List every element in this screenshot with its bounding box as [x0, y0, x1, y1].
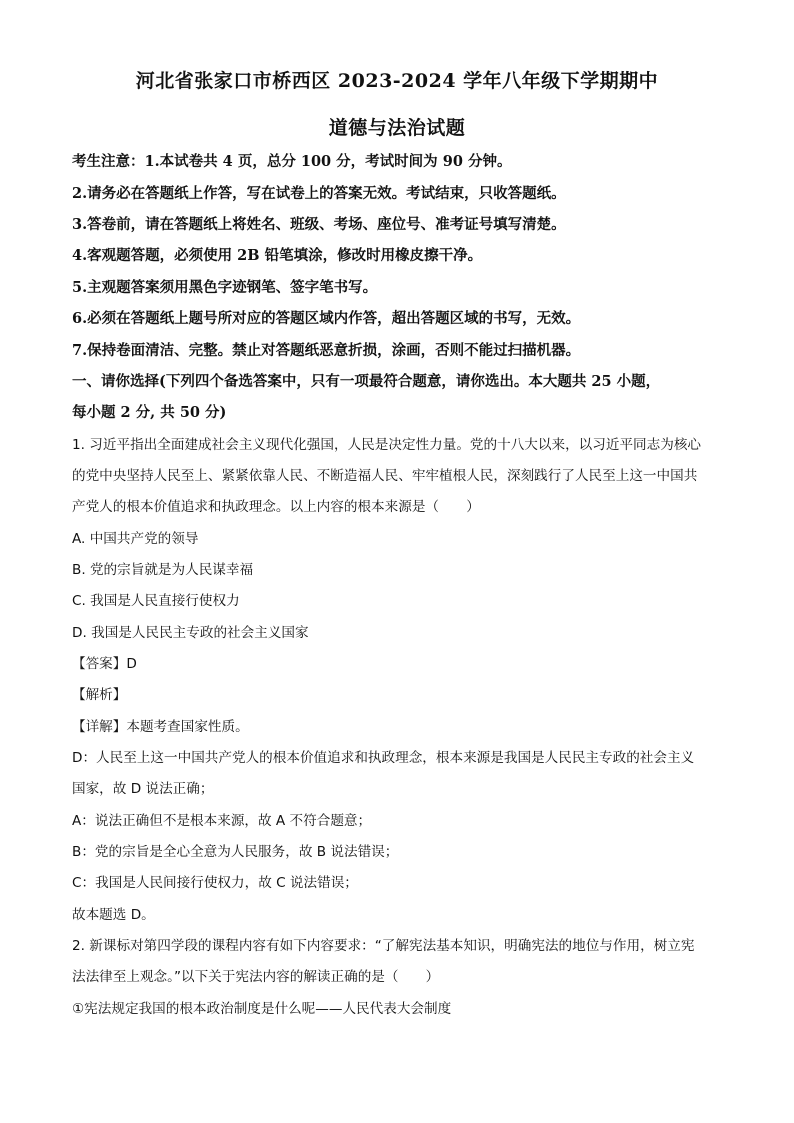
question-1-option-c: C. 我国是人民直接行使权力 [72, 593, 240, 609]
question-1-option-b: B. 党的宗旨就是为人民谋幸福 [72, 562, 254, 578]
question-1-stem-line-2: 的党中央坚持人民至上、紧紧依靠人民、不断造福人民、牢牢植根人民，深刻践行了人民至上这一中国共 [72, 468, 698, 484]
question-1-stem-line-3: 产党人的根本价值追求和执政理念。以上内容的根本来源是（ ） [72, 499, 480, 515]
answer-value: D [126, 656, 137, 672]
question-2-item-1: ①宪法规定我国的根本政治制度是什么呢——人民代表大会制度 [72, 1001, 452, 1017]
question-1-option-a: A. 中国共产党的领导 [72, 531, 199, 547]
exam-note-1: 考生注意：1.本试卷共 4 页，总分 100 分，考试时间为 90 分钟。 [72, 153, 512, 170]
exam-note-2: 2.请务必在答题纸上作答，写在试卷上的答案无效。考试结束，只收答题纸。 [72, 185, 566, 202]
question-1-option-d: D. 我国是人民民主专政的社会主义国家 [72, 625, 309, 641]
exam-note-5: 5.主观题答案须用黑色字迹钢笔、签字笔书写。 [72, 279, 378, 296]
question-2-stem-line-1: 2. 新课标对第四学段的课程内容有如下内容要求：“了解宪法基本知识，明确宪法的地位与作用，树立宪 [72, 938, 695, 954]
question-1-stem-line-1: 1. 习近平指出全面建成社会主义现代化强国，人民是决定性力量。党的十八大以来，以习近平同志为核心 [72, 437, 702, 453]
question-2-stem-line-2: 法法律至上观念。”以下关于宪法内容的解读正确的是（ ） [72, 969, 440, 985]
section-heading-line-1: 一、请你选择(下列四个备选答案中，只有一项最符合题意，请你选出。本大题共 25 小题， [72, 373, 661, 390]
explanation-d-line-2: 国家，故 D 说法正确； [72, 781, 214, 797]
explanation-c: C：我国是人民间接行使权力，故 C 说法错误； [72, 875, 358, 891]
exam-note-7: 7.保持卷面清洁、完整。禁止对答题纸恶意折损，涂画，否则不能过扫描机器。 [72, 342, 581, 359]
analysis-label: 【解析】 [72, 687, 127, 703]
exam-note-4: 4.客观题答题，必须使用 2B 铅笔填涂，修改时用橡皮擦干净。 [72, 247, 483, 264]
exam-note-3: 3.答卷前，请在答题纸上将姓名、班级、考场、座位号、准考证号填写清楚。 [72, 216, 566, 233]
doc-title-line-1: 河北省张家口市桥西区 2023-2024 学年八年级下学期期中 [135, 70, 659, 92]
explanation-d-line-1: D：人民至上这一中国共产党人的根本价值追求和执政理念，根本来源是我国是人民民主专政的社会主义 [72, 750, 695, 766]
answer-label: 【答案】 [72, 656, 127, 672]
explanation-a: A：说法正确但不是根本来源，故 A 不符合题意； [72, 813, 372, 829]
doc-title-line-2: 道德与法治试题 [328, 117, 466, 139]
detail-line: 【详解】本题考查国家性质。 [72, 719, 249, 735]
conclusion-line: 故本题选 D。 [72, 907, 155, 923]
answer-line [72, 652, 732, 672]
section-heading-line-2: 每小题 2 分, 共 50 分) [72, 404, 227, 421]
exam-note-6: 6.必须在答题纸上题号所对应的答题区域内作答，超出答题区域的书写，无效。 [72, 310, 581, 327]
explanation-b: B：党的宗旨是全心全意为人民服务，故 B 说法错误； [72, 844, 399, 860]
